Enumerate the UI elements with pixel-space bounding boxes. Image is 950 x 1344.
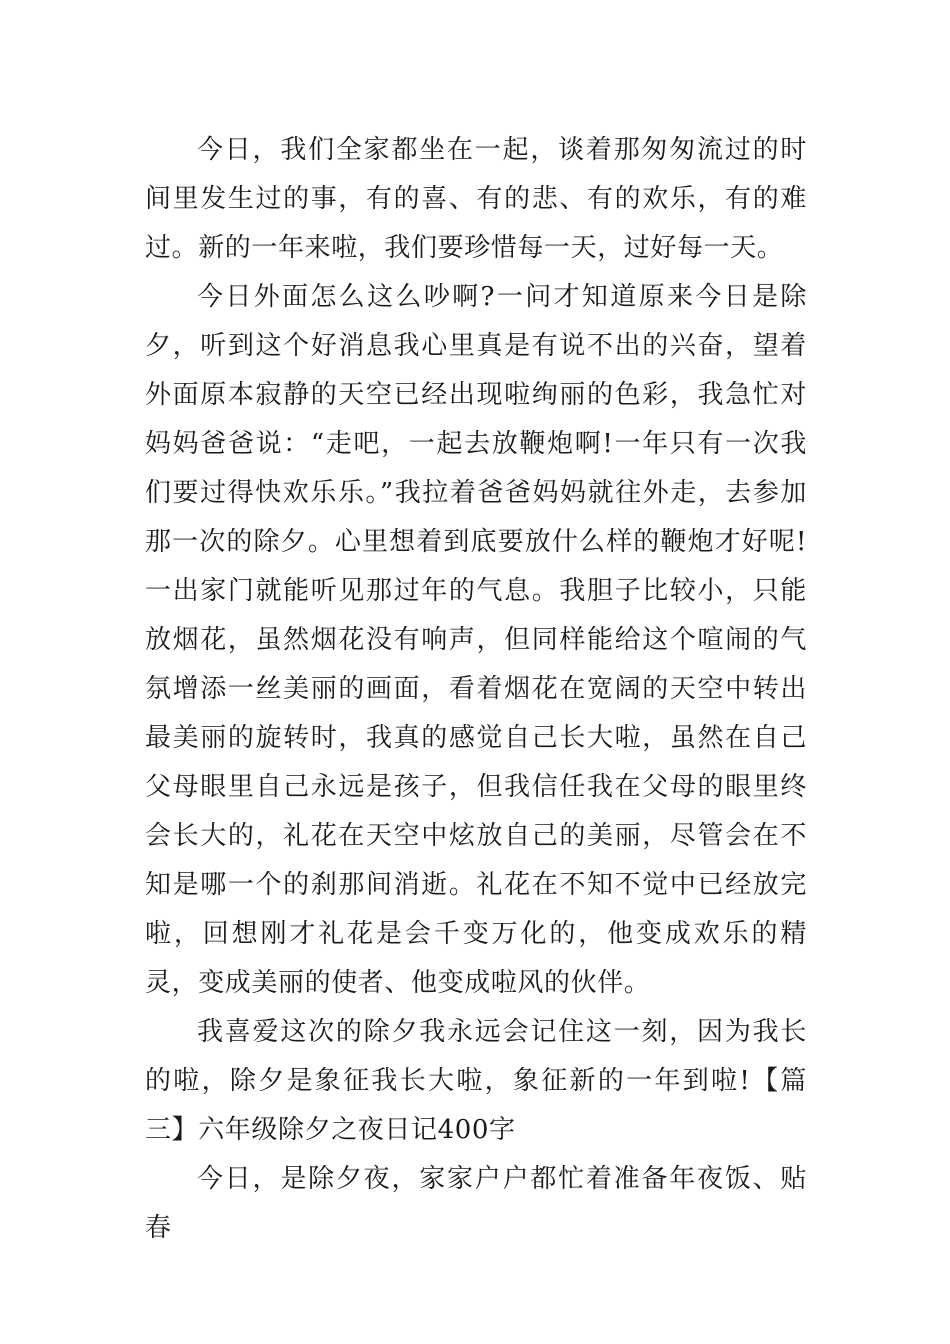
- paragraph-4: 今日，是除夕夜，家家户户都忙着准备年夜饭、贴春: [145, 1164, 807, 1243]
- document-body: [145, 126, 807, 1253]
- paragraph-3: 我喜爱这次的除夕我永远会记住这一刻，因为我长的啦，除夕是象征我长大啦，象征新的一年到啦!【篇三】六年级除夕之夜日记400字: [145, 1017, 807, 1145]
- paragraph-2: 今日外面怎么这么吵啊?一问才知道原来今日是除夕，听到这个好消息我心里真是有说不出的兴奋，望着外面原本寂静的天空已经出现啦绚丽的色彩，我急忙对妈妈爸爸说：“走吧，一起去放鞭炮啊!一年只有一次我们要过得快欢乐乐。”我拉着爸爸妈妈就往外走，去参加那一次的除夕。心里想着到底要放什么样的鞭炮才好呢!一出家门就能听见那过年的气息。我胆子比较小，只能放烟花，虽然烟花没有响声，但同样能给这个喧闹的气氛增添一丝美丽的画面，看着烟花在宽阔的天空中转出最美丽的旋转时，我真的感觉自己长大啦，虽然在自己父母眼里自己永远是孩子，但我信任我在父母的眼里终会长大的，礼花在天空中炫放自己的美丽，尽管会在不知是哪一个的刹那间消逝。礼花在不知不觉中已经放完啦，回想刚才礼花是会千变万化的，他变成欢乐的精灵，变成美丽的使者、他变成啦风的伙伴。: [145, 282, 807, 998]
- paragraph-1: 今日，我们全家都坐在一起，谈着那匆匆流过的时间里发生过的事，有的喜、有的悲、有的欢乐，有的难过。新的一年来啦，我们要珍惜每一天，过好每一天。: [145, 135, 807, 263]
